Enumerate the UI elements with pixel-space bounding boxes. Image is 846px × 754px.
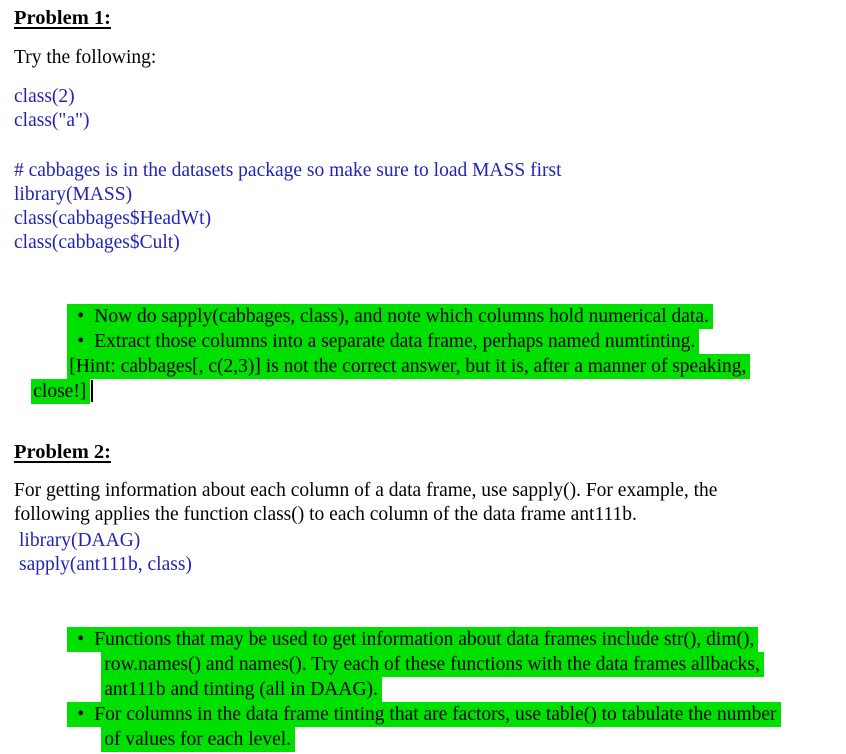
code-line: sapply(ant111b, class) (19, 554, 192, 575)
problem2-code-block (0, 529, 846, 577)
list-item (38, 279, 846, 327)
problem2-heading: Problem 2: (14, 441, 111, 463)
problem1-code-block-2 (0, 159, 846, 255)
problem1-code-block-1 (0, 85, 846, 133)
bullet-icon: • (77, 306, 85, 327)
problem1-highlighted-list (0, 279, 846, 402)
code-line: class(2) (14, 86, 75, 107)
problem2-highlighted-list (0, 602, 846, 750)
bullet-icon: • (77, 629, 85, 650)
problem1-intro: Try the following: (14, 47, 157, 68)
list-item-text: Functions that may be used to get information about data frames include str(), dim(), (94, 629, 755, 650)
bullet-icon: • (77, 704, 85, 725)
list-item-text: For columns in the data frame tinting that are factors, use table() to tabulate the number (94, 704, 777, 725)
hint-text: close!] (31, 379, 90, 404)
list-item-text: ant111b and tinting (all in DAAG). (101, 677, 382, 702)
list-item-text: Now do sapply(cabbages, class), and note which columns hold numerical data. (94, 306, 709, 327)
code-line: library(MASS) (14, 184, 133, 205)
code-line: library(DAAG) (19, 530, 141, 551)
code-line: class(cabbages$HeadWt) (14, 208, 212, 229)
problem1-heading: Problem 1: (14, 7, 111, 29)
code-line: class("a") (14, 110, 90, 131)
list-item-text: row.names() and names(). Try each of these functions with the data frames allbacks, (101, 652, 764, 677)
bullet-icon: • (77, 331, 85, 352)
problem2-intro (0, 479, 846, 527)
paragraph-line: For getting information about each column of a data frame, use sapply(). For example, the (14, 480, 718, 501)
paragraph-line: following applies the function class() to each column of the data frame ant111b. (14, 504, 637, 525)
code-comment-line: # cabbages is in the datasets package so make sure to load MASS first (14, 160, 562, 181)
code-line: class(cabbages$Cult) (14, 232, 180, 253)
document-page[interactable] (0, 5, 846, 750)
list-item-text: Extract those columns into a separate data frame, perhaps named numtinting. (94, 331, 696, 352)
list-item-text: of values for each level. (101, 727, 295, 752)
list-item (38, 602, 846, 650)
text-caret (91, 380, 93, 402)
hint-text: [Hint: cabbages[, c(2,3)] is not the correct answer, but it is, after a manner of speaking, (67, 354, 750, 379)
